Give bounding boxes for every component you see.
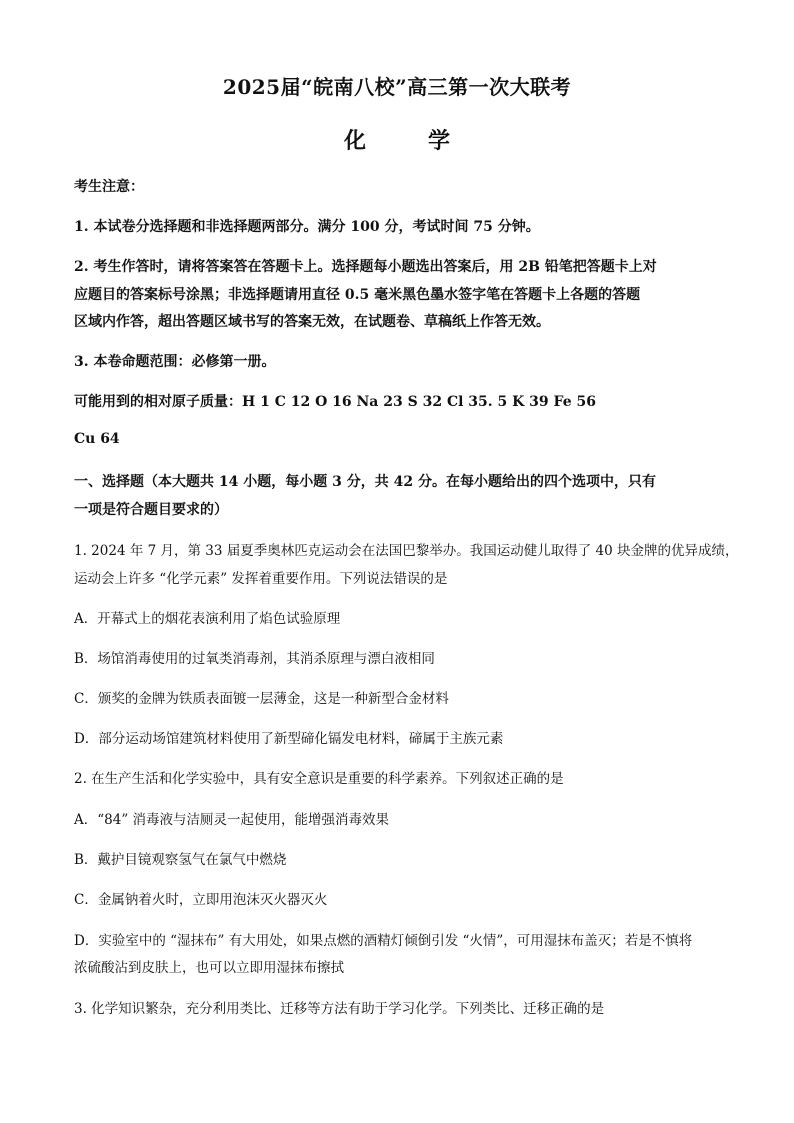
question-1-stem-line-2: 运动会上许多 “化学元素” 发挥着重要作用。下列说法错误的是 bbox=[74, 571, 448, 587]
question-1-option-c: C．颁奖的金牌为铁质表面镀一层薄金，这是一种新型合金材料 bbox=[74, 691, 449, 707]
section-heading-line-2: 一项是符合题目要求的） bbox=[74, 502, 228, 518]
question-2-option-a: A．“84” 消毒液与洁厕灵一起使用，能增强消毒效果 bbox=[74, 812, 390, 828]
notice-item-1: 1. 本试卷分选择题和非选择题两部分。满分 100 分，考试时间 75 分钟。 bbox=[74, 219, 540, 235]
notice-item-2-line-3: 区域内作答，超出答题区域书写的答案无效，在试题卷、草稿纸上作答无效。 bbox=[74, 314, 550, 330]
question-1-option-a: A．开幕式上的烟花表演利用了焰色试验原理 bbox=[74, 611, 341, 627]
notice-heading: 考生注意： bbox=[74, 179, 144, 195]
question-3-stem: 3. 化学知识繁杂，充分利用类比、迁移等方法有助于学习化学。下列类比、迁移正确的是 bbox=[74, 1001, 605, 1017]
question-2-option-d-line-1: D．实验室中的 “湿抹布” 有大用处，如果点燃的酒精灯倾倒引发 “火情”，可用湿抹布盖灭；若是不慎将 bbox=[74, 933, 693, 949]
notice-item-2-line-2: 应题目的答案标号涂黑；非选择题请用直径 0.5 毫米黑色墨水签字笔在答题卡上各题的答题 bbox=[74, 287, 641, 303]
section-heading-line-1: 一、选择题（本大题共 14 小题，每小题 3 分，共 42 分。在每小题给出的四个选项中，只有 bbox=[74, 474, 656, 490]
question-1-option-b: B．场馆消毒使用的过氧类消毒剂，其消杀原理与漂白液相同 bbox=[74, 651, 435, 667]
question-1-option-d: D．部分运动场馆建筑材料使用了新型碲化镉发电材料，碲属于主族元素 bbox=[74, 731, 504, 747]
notice-item-2-line-1: 2. 考生作答时，请将答案答在答题卡上。选择题每小题选出答案后，用 2B 铅笔把答题卡上对 bbox=[74, 259, 657, 275]
atomic-mass-line-2: Cu 64 bbox=[74, 431, 120, 447]
question-2-option-d-line-2: 浓硫酸沾到皮肤上，也可以立即用湿抹布擦拭 bbox=[74, 960, 344, 976]
question-2-option-b: B．戴护目镜观察氢气在氯气中燃烧 bbox=[74, 852, 287, 868]
atomic-mass-line-1: 可能用到的相对原子质量：H 1 C 12 O 16 Na 23 S 32 Cl 35. 5 K 39 Fe 56 bbox=[74, 394, 596, 410]
notice-item-3: 3. 本卷命题范围：必修第一册。 bbox=[74, 354, 276, 370]
question-2-option-c: C．金属钠着火时，立即用泡沫灭火器灭火 bbox=[74, 892, 328, 908]
question-1-stem-line-1: 1. 2024 年 7 月，第 33 届夏季奥林匹克运动会在法国巴黎举办。我国运动健儿取得了 40 块金牌的优异成绩， bbox=[74, 543, 739, 559]
exam-title: 2025届“皖南八校”高三第一次大联考 bbox=[222, 75, 572, 99]
subject-text: 化学 bbox=[343, 128, 512, 154]
subject-title bbox=[0, 124, 794, 155]
question-2-stem: 2. 在生产生活和化学实验中，具有安全意识是重要的科学素养。下列叙述正确的是 bbox=[74, 771, 564, 787]
